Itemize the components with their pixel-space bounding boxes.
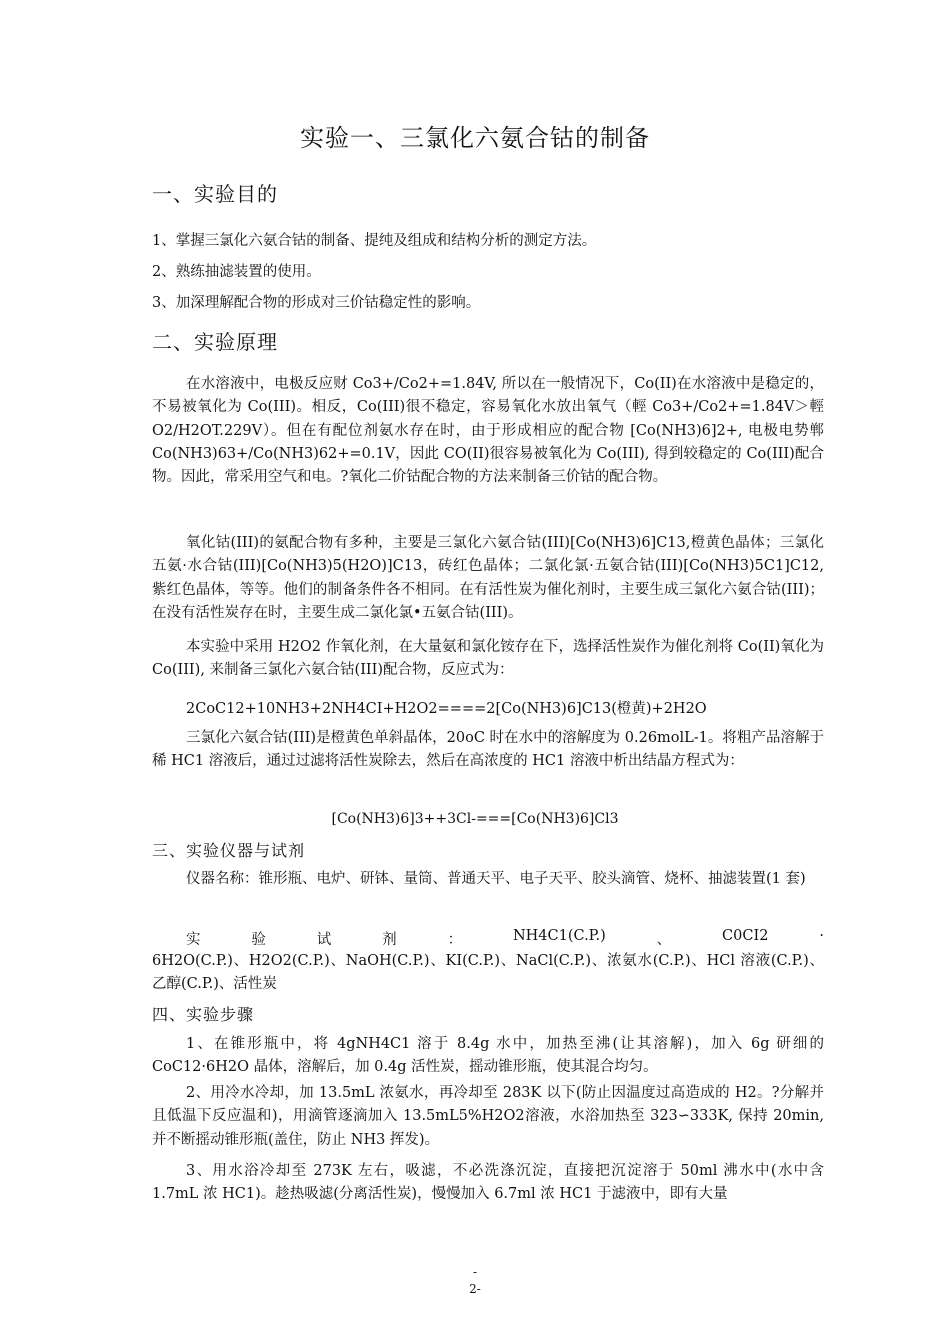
reagent-token: ： (447, 932, 463, 948)
reaction-equation-2: [Co(NH3)6]3++3Cl-===[Co(NH3)6]Cl3 (331, 811, 619, 827)
reagent-token: 试 (316, 932, 332, 948)
reagent-token: 验 (251, 932, 266, 948)
section-heading-principle: 二、实验原理 (152, 330, 278, 354)
reagent-line-spread (186, 928, 824, 949)
purpose-item-3: 3、加深理解配合物的形成对三价钴稳定性的影响。 (152, 295, 481, 311)
principle-paragraph-2: 氧化钴(III)的氨配合物有多种，主要是三氯化六氨合钴(III)[Co(NH3)6]C13,橙黄色晶体；三氯化五氨·水合钴(III)[Co(NH3)5(H2O)]C13，砖红色晶体；二氯化氯·五氨合钴(III)[Co(NH3)5C1]C12,紫红色晶体，等等。他们的制备条件各不相同。在有活性炭为催化剂时，主要生成三氯化六氨合钴(III)；在没有活性炭存在时，主要生成二氯化氯•五氨合钴(III)。 (152, 535, 824, 621)
step-3: 3、用水浴冷却至 273K 左右，吸滤，不必洗涤沉淀，直接把沉淀溶于 50ml 沸水中(水中含 1.7mL 浓 HC1)。趁热吸滤(分离活性炭)，慢慢加入 6.7ml 浓 HC1 于滤液中，即有大量 (152, 1163, 824, 1203)
section-heading-purpose: 一、实验目的 (152, 182, 278, 206)
footer-dash: - (472, 1265, 478, 1279)
section-heading-equipment: 三、实验仪器与试剂 (152, 841, 306, 860)
reagent-token: NH4C1(C.P.) (512, 928, 606, 944)
section-heading-steps: 四、实验步骤 (152, 1005, 255, 1024)
principle-paragraph-3: 本实验中采用 H2O2 作氧化剂，在大量氨和氯化铵存在下，选择活性炭作为催化剂将 Co(II)氧化为 Co(III), 来制备三氯化六氨合钴(III)配合物，反应式为： (152, 639, 824, 679)
document-title: 实验一、三氯化六氨合钴的制备 (300, 124, 650, 152)
reagent-token: 剂 (382, 932, 397, 948)
principle-paragraph-1: 在水溶液中，电极反应财 Co3+/Co2+=1.84V, 所以在一般情况下，Co(II)在水溶液中是稳定的，不易被氧化为 Co(III)。相反，Co(III)很不稳定，容易氧化水放出氧气（輕 Co3+/Co2+=1.84V＞輕 O2/H2OT.229V）。但在有配位剂氨水存在时，由于形成相应的配合物 [Co(NH3)6]2+, 电极电势郸 Co(NH3)63+/Co(NH3)62+=0.1V，因此 CO(II)很容易被氧化为 Co(III), 得到较稳定的 Co(III)配合物。因此，常采用空气和电。?氧化二价钴配合物的方法来制备三价钴的配合物。 (152, 376, 824, 486)
purpose-item-1: 1、掌握三氯化六氨合钴的制备、提纯及组成和结构分析的测定方法。 (152, 233, 597, 249)
step-2: 2、用冷水冷却，加 13.5mL 浓氨水，再冷却至 283K 以下(防止因温度过高造成的 H2。?分解并且低温下反应温和)，用滴管逐滴加入 13.5mL5%H2O2溶液，水浴加热至 323∽333K, 保持 20min, 并不断摇动锥形瓶(盖住，防止 NH3 挥发)。 (152, 1085, 824, 1148)
step-1: 1、在锥形瓶中，将 4gNH4C1 溶于 8.4g 水中，加热至沸(让其溶解)，加入 6g 研细的 CoC12·6H2O 晶体，溶解后，加 0.4g 活性炭，摇动锥形瓶，使其混合均匀。 (152, 1036, 824, 1076)
reagent-token: 实 (186, 932, 201, 948)
reagent-token: C0CI2 (722, 928, 769, 944)
reagent-list: 6H2O(C.P.)、H2O2(C.P.)、NaOH(C.P.)、KI(C.P.)、NaCl(C.P.)、浓氨水(C.P.)、HCl 溶液(C.P.)、乙醇(C.P.)、活性炭 (152, 953, 824, 993)
principle-paragraph-4: 三氯化六氨合钴(III)是橙黄色单斜晶体，20oC 时在水中的溶解度为 0.26molL-1。将粗产品溶解于稀 HC1 溶液后，通过过滤将活性炭除去，然后在高浓度的 HC1 溶液中析出结晶方程式为： (152, 730, 824, 770)
reagent-token: 、 (656, 932, 672, 948)
equipment-paragraph: 仪器名称：锥形瓶、电炉、研钵、量筒、普通天平、电子天平、胶头滴管、烧杯、抽滤装置(1 套) (186, 871, 806, 887)
page-number: 2- (469, 1282, 481, 1296)
reaction-equation-1: 2CoC12+10NH3+2NH4CI+H2O2====2[Co(NH3)6]C13(橙黄)+2H2O (186, 701, 707, 717)
reagent-token: · (819, 928, 824, 944)
purpose-item-2: 2、熟练抽滤装置的使用。 (152, 264, 321, 280)
